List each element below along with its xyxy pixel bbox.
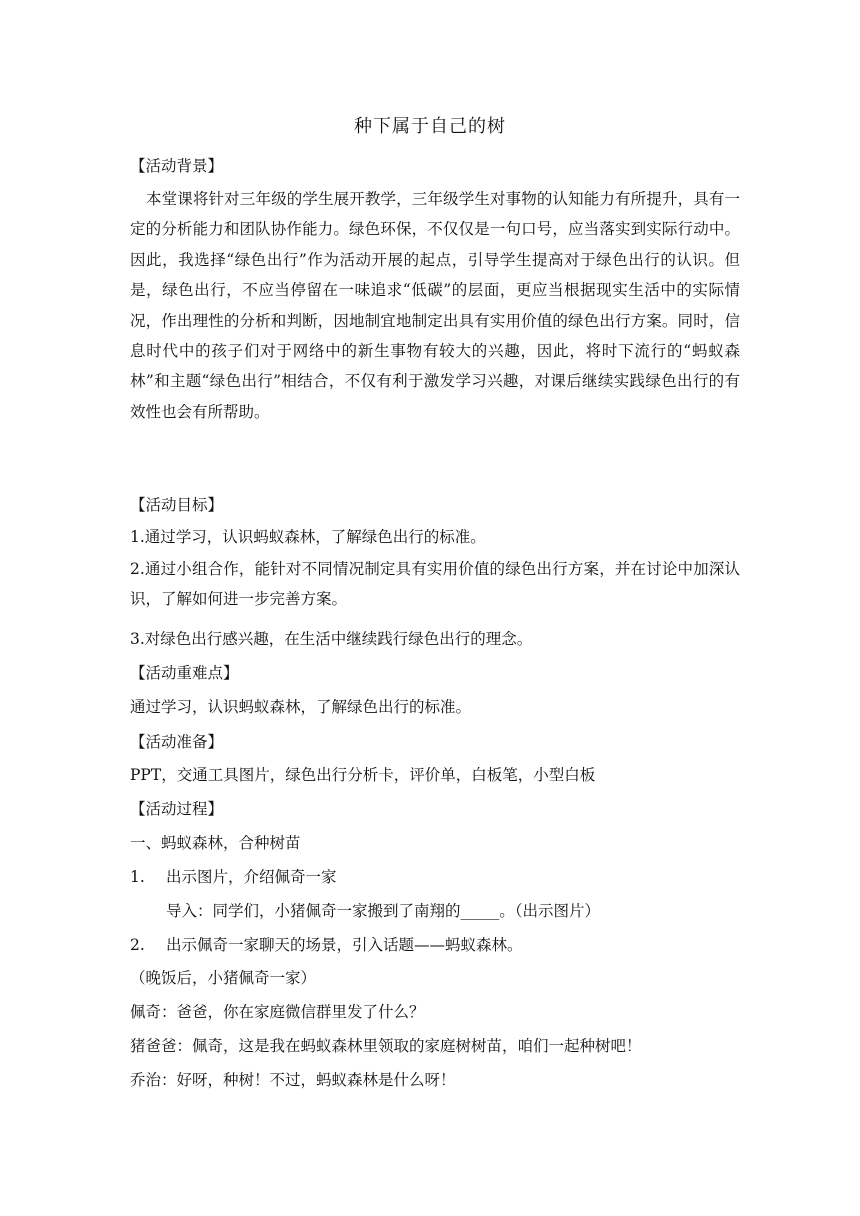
key-points-heading: 【活动重难点】 bbox=[130, 664, 239, 682]
key-points-text: 通过学习，认识蚂蚁森林，了解绿色出行的标准。 bbox=[130, 698, 472, 716]
section-one-heading: 一、蚂蚁森林，合种树苗 bbox=[130, 834, 301, 852]
dialog-line-1: 佩奇：爸爸，你在家庭微信群里发了什么？ bbox=[130, 1003, 425, 1021]
background-paragraph: 本堂课将针对三年级的学生展开教学，三年级学生对事物的认知能力有所提升，具有一定的分析能力和团队协作能力。绿色环保，不仅仅是一句口号，应当落实到实际行动中。因此，我选择“绿色出行”作为活动开展的起点，引导学生提高对于绿色出行的认识。但是，绿色出行，不应当停留在一味追求“低碳”的层面，更应当根据现实生活中的实际情况，作出理性的分析和判断，因地制宜地制定出具有实用价值的绿色出行方案。同时，信息时代中的孩子们对于网络中的新生事物有较大的兴趣，因此，将时下流行的“蚂蚁森林”和主题“绿色出行”相结合，不仅有利于激发学习兴趣，对课后继续实践绿色出行的有效性也会有所帮助。 bbox=[130, 190, 740, 421]
step-1 bbox=[130, 862, 740, 892]
scene-note: （晚饭后，小猪佩奇一家） bbox=[130, 969, 317, 987]
dialog-line-3: 乔治：好呀，种树！不过，蚂蚁森林是什么呀！ bbox=[130, 1071, 456, 1089]
goal-item-2: 2.通过小组合作，能针对不同情况制定具有实用价值的绿色出行方案，并在讨论中加深认识，了解如何进一步完善方案。 bbox=[130, 560, 740, 609]
goal-item-1: 1.通过学习，认识蚂蚁森林，了解绿色出行的标准。 bbox=[130, 528, 486, 546]
preparation-heading: 【活动准备】 bbox=[130, 733, 224, 751]
document-title: 种下属于自己的树 bbox=[354, 116, 506, 137]
preparation-text: PPT，交通工具图片，绿色出行分析卡，评价单，白板笔，小型白板 bbox=[130, 766, 596, 784]
process-heading: 【活动过程】 bbox=[130, 800, 224, 818]
step-2-text: 出示佩奇一家聊天的场景，引入话题——蚂蚁森林。 bbox=[166, 936, 523, 954]
goal-item-3: 3.对绿色出行感兴趣，在生活中继续践行绿色出行的理念。 bbox=[130, 630, 533, 648]
step-2 bbox=[130, 930, 740, 960]
step-1-intro: 导入：同学们，小猪佩奇一家搬到了南翔的_____。（出示图片） bbox=[166, 902, 601, 920]
step-1-text: 出示图片，介绍佩奇一家 bbox=[166, 868, 337, 886]
step-1-number: 1. bbox=[130, 868, 145, 886]
dialog-line-2: 猪爸爸：佩奇，这是我在蚂蚁森林里领取的家庭树树苗，咱们一起种树吧！ bbox=[130, 1037, 642, 1055]
background-heading: 【活动背景】 bbox=[130, 157, 224, 175]
goals-heading: 【活动目标】 bbox=[130, 496, 224, 514]
step-2-number: 2. bbox=[130, 936, 145, 954]
